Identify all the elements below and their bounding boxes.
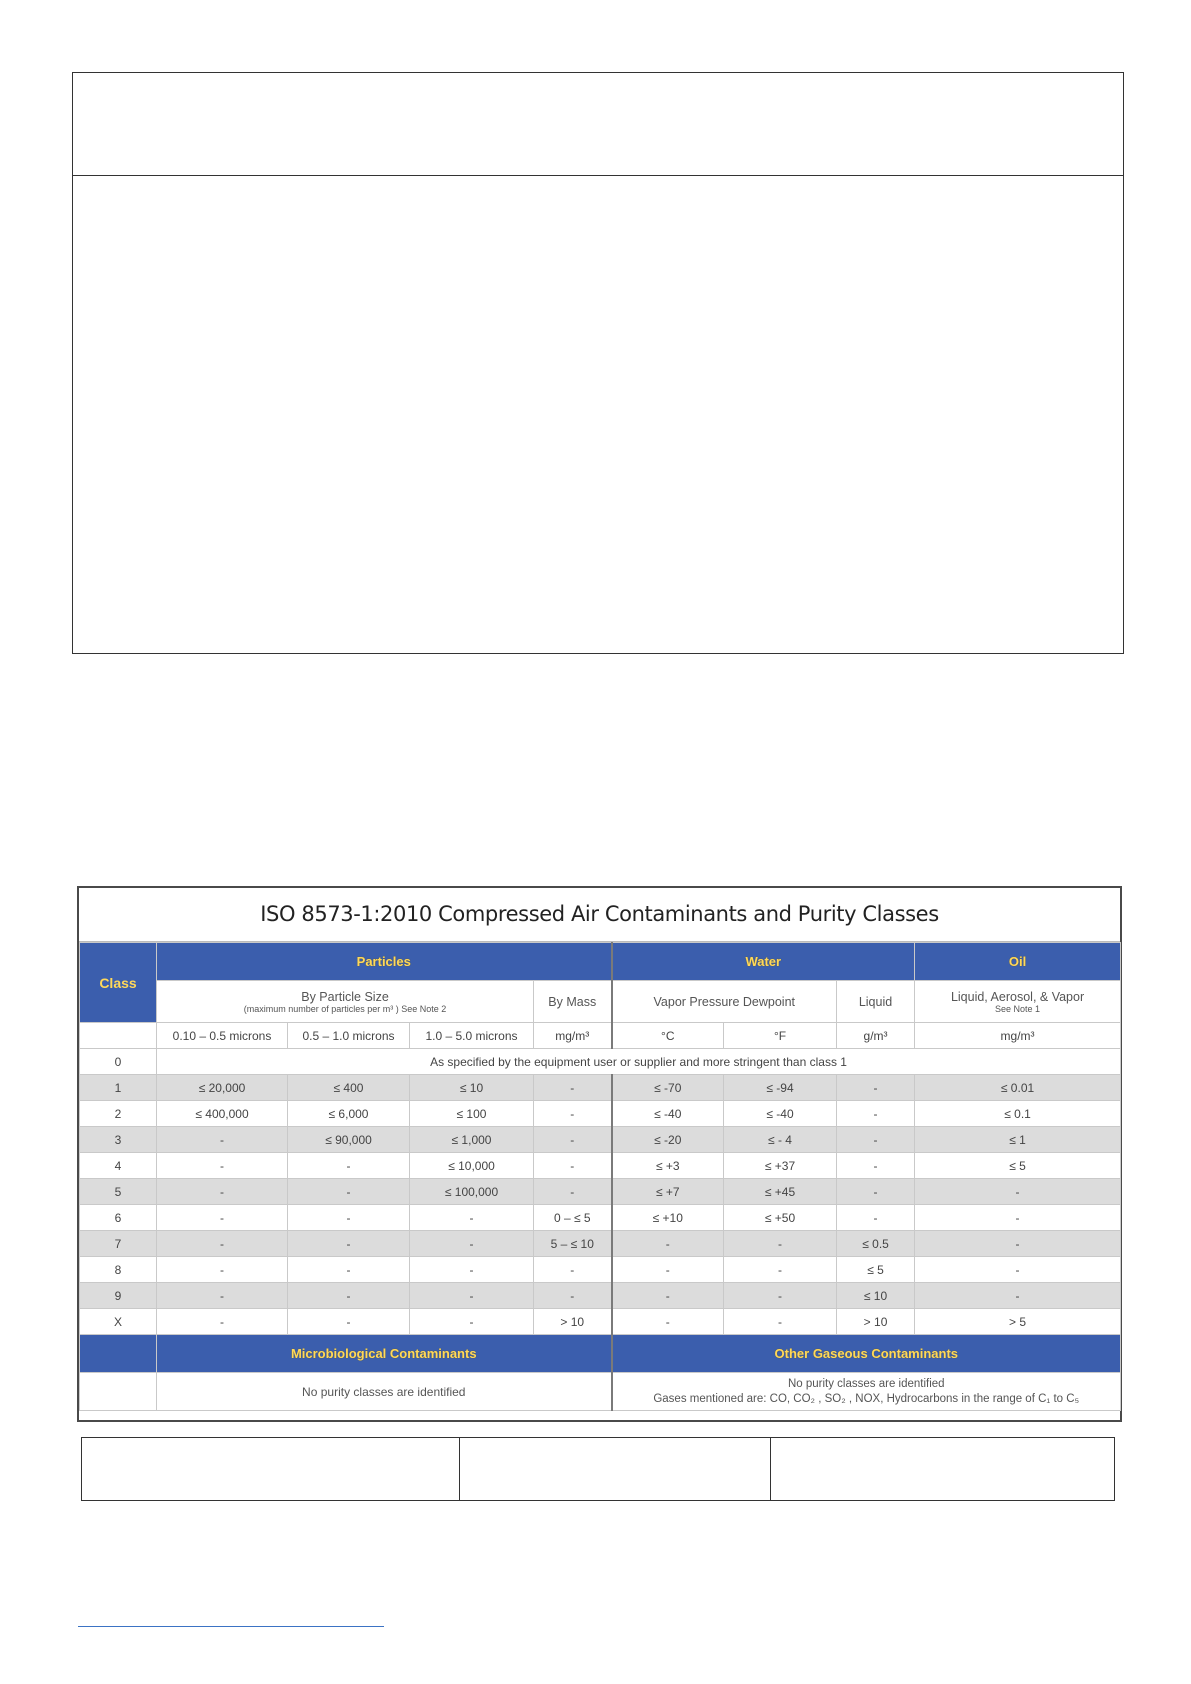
value-cell: - [288,1257,410,1283]
value-cell: - [915,1231,1121,1257]
value-cell: - [534,1179,612,1205]
gas-text-line2: Gases mentioned are: CO, CO₂ , SO₂ , NOX, Hydrocarbons in the range of C₁ to C₅ [653,1392,1080,1405]
value-cell: - [534,1127,612,1153]
value-cell: - [724,1283,837,1309]
table-row [80,1153,1121,1179]
value-cell: ≤ 1,000 [410,1127,534,1153]
value-cell: - [157,1283,288,1309]
class-cell: 1 [80,1075,157,1101]
unit-cell: g/m³ [837,1023,915,1049]
oil-types-note: See Note 1 [995,1003,1041,1014]
value-cell: ≤ +50 [724,1205,837,1231]
value-cell: - [837,1153,915,1179]
value-cell: ≤ 400,000 [157,1101,288,1127]
value-cell: - [612,1231,724,1257]
class-cell: 0 [80,1049,157,1075]
value-cell: - [724,1257,837,1283]
value-cell: ≤ 6,000 [288,1101,410,1127]
value-cell: - [724,1231,837,1257]
iso-purity-table-figure [77,886,1122,1422]
class-cell: 2 [80,1101,157,1127]
bottom-text-box [81,1437,1115,1501]
liquid-header: Liquid [837,981,915,1023]
value-cell: ≤ +10 [612,1205,724,1231]
value-cell: ≤ 10 [837,1283,915,1309]
bottom-box-cell [460,1438,771,1500]
class-cell: X [80,1309,157,1335]
value-cell: - [915,1257,1121,1283]
value-cell: > 10 [534,1309,612,1335]
value-cell: - [288,1231,410,1257]
value-cell: ≤ 400 [288,1075,410,1101]
value-cell: ≤ 0.01 [915,1075,1121,1101]
bottom-box-cell [82,1438,460,1500]
value-cell: ≤ -20 [612,1127,724,1153]
value-cell: - [157,1179,288,1205]
table-row [80,1205,1121,1231]
value-cell: - [157,1205,288,1231]
class-cell: 3 [80,1127,157,1153]
value-cell: - [410,1309,534,1335]
value-cell: ≤ -40 [612,1101,724,1127]
bottom-box-cell [771,1438,1114,1500]
unit-cell: mg/m³ [534,1023,612,1049]
top-box-divider [73,175,1123,176]
value-cell: - [288,1205,410,1231]
micro-blank-cell [80,1373,157,1411]
value-cell: - [915,1205,1121,1231]
micro-text: No purity classes are identified [157,1373,612,1411]
value-cell: ≤ -70 [612,1075,724,1101]
value-cell: 5 – ≤ 10 [534,1231,612,1257]
value-cell: - [288,1179,410,1205]
value-cell: ≤ 100 [410,1101,534,1127]
value-cell: 0 – ≤ 5 [534,1205,612,1231]
particles-header: Particles [157,943,612,981]
table-row [80,1179,1121,1205]
value-cell: ≤ 0.1 [915,1101,1121,1127]
value-cell: - [410,1231,534,1257]
unit-cell: 0.10 – 0.5 microns [157,1023,288,1049]
value-cell: - [837,1075,915,1101]
value-cell: - [410,1205,534,1231]
value-cell: ≤ +7 [612,1179,724,1205]
micro-header: Microbiological Contaminants [157,1335,612,1373]
value-cell: ≤ -94 [724,1075,837,1101]
value-cell: ≤ 5 [837,1257,915,1283]
value-cell: - [915,1179,1121,1205]
value-cell: - [157,1153,288,1179]
value-cell: - [288,1153,410,1179]
figure-title: ISO 8573-1:2010 Compressed Air Contaminants and Purity Classes [79,888,1120,942]
value-cell: ≤ +37 [724,1153,837,1179]
vapor-dewpoint-header: Vapor Pressure Dewpoint [612,981,837,1023]
class-rows [80,1075,1121,1335]
table-row [80,1283,1121,1309]
value-cell: - [534,1075,612,1101]
value-cell: ≤ +3 [612,1153,724,1179]
value-cell: - [534,1101,612,1127]
value-cell: > 10 [837,1309,915,1335]
value-cell: ≤ 10,000 [410,1153,534,1179]
table-row [80,1127,1121,1153]
class-cell: 8 [80,1257,157,1283]
class0-description: As specified by the equipment user or supplier and more stringent than class 1 [157,1049,1121,1075]
value-cell: ≤ 90,000 [288,1127,410,1153]
value-cell: - [534,1153,612,1179]
by-particle-size-header [157,981,534,1023]
value-cell: - [157,1257,288,1283]
by-mass-header: By Mass [534,981,612,1023]
value-cell: ≤ 10 [410,1075,534,1101]
table-row [80,1309,1121,1335]
value-cell: - [837,1179,915,1205]
value-cell: - [837,1101,915,1127]
value-cell: ≤ 5 [915,1153,1121,1179]
value-cell: - [724,1309,837,1335]
value-cell: - [288,1309,410,1335]
gas-text [612,1373,1121,1411]
value-cell: ≤ 100,000 [410,1179,534,1205]
value-cell: - [157,1127,288,1153]
value-cell: ≤ 1 [915,1127,1121,1153]
value-cell: ≤ +45 [724,1179,837,1205]
table-row [80,1231,1121,1257]
table-row [80,1101,1121,1127]
value-cell: - [612,1283,724,1309]
unit-cell: mg/m³ [915,1023,1121,1049]
unit-cell: °C [612,1023,724,1049]
value-cell: ≤ - 4 [724,1127,837,1153]
oil-types-header [915,981,1121,1023]
value-cell: - [612,1257,724,1283]
table-row [80,1075,1121,1101]
micro-header-blank [80,1335,157,1373]
value-cell: > 5 [915,1309,1121,1335]
footnote-separator [78,1626,384,1627]
oil-header: Oil [915,943,1121,981]
value-cell: ≤ 20,000 [157,1075,288,1101]
value-cell: - [915,1283,1121,1309]
value-cell: - [157,1309,288,1335]
oil-types-label: Liquid, Aerosol, & Vapor [950,989,1085,1004]
value-cell: - [288,1283,410,1309]
value-cell: - [157,1231,288,1257]
value-cell: - [534,1283,612,1309]
value-cell: - [837,1127,915,1153]
value-cell: ≤ -40 [724,1101,837,1127]
unit-cell: 1.0 – 5.0 microns [410,1023,534,1049]
by-particle-size-label: By Particle Size [301,989,389,1004]
table-row [80,1257,1121,1283]
value-cell: - [534,1257,612,1283]
water-header: Water [612,943,915,981]
value-cell: - [410,1283,534,1309]
class-cell: 5 [80,1179,157,1205]
gas-header: Other Gaseous Contaminants [612,1335,1121,1373]
by-particle-size-note: (maximum number of particles per m³ ) See Note 2 [243,1003,447,1014]
unit-cell: °F [724,1023,837,1049]
class-cell: 9 [80,1283,157,1309]
class-cell: 4 [80,1153,157,1179]
top-text-box [72,72,1124,654]
class-cell: 6 [80,1205,157,1231]
value-cell: - [410,1257,534,1283]
class-cell: 7 [80,1231,157,1257]
value-cell: ≤ 0.5 [837,1231,915,1257]
value-cell: - [837,1205,915,1231]
gas-text-line1: No purity classes are identified [787,1377,945,1390]
purity-classes-table [79,942,1121,1411]
value-cell: - [612,1309,724,1335]
class-header: Class [80,943,157,1023]
unit-cell: 0.5 – 1.0 microns [288,1023,410,1049]
unit-blank [80,1023,157,1049]
